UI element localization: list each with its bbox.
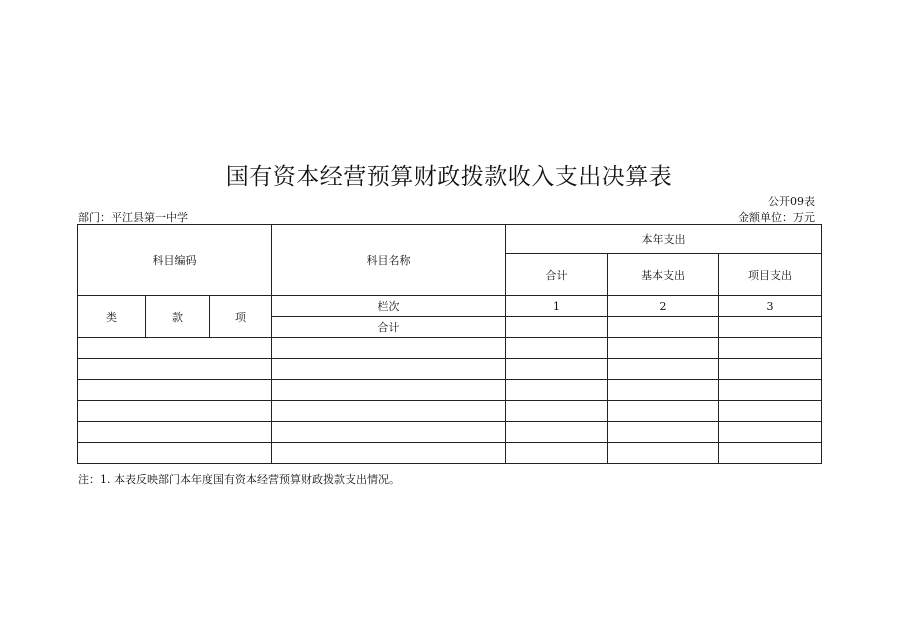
empty-cell <box>719 338 822 359</box>
empty-cell <box>78 359 272 380</box>
empty-cell <box>608 401 719 422</box>
table-row <box>78 401 822 422</box>
header-current-year-expense: 本年支出 <box>506 225 822 254</box>
empty-cell <box>78 443 272 464</box>
sum-basic-cell <box>608 317 719 338</box>
col-num-1: 1 <box>506 296 608 317</box>
sum-project-cell <box>719 317 822 338</box>
empty-cell <box>78 380 272 401</box>
empty-cell <box>272 401 506 422</box>
table-row <box>78 359 822 380</box>
empty-cell <box>272 338 506 359</box>
empty-cell <box>78 401 272 422</box>
sum-total-cell <box>506 317 608 338</box>
header-subject-code: 科目编码 <box>78 225 272 296</box>
empty-cell <box>78 422 272 443</box>
empty-cell <box>719 401 822 422</box>
header-class: 类 <box>78 296 146 338</box>
col-num-2: 2 <box>608 296 719 317</box>
empty-cell <box>506 401 608 422</box>
empty-cell <box>608 422 719 443</box>
footnote: 注：1. 本表反映部门本年度国有资本经营预算财政拨款支出情况。 <box>78 473 400 486</box>
sum-label: 合计 <box>272 317 506 338</box>
empty-cell <box>78 338 272 359</box>
empty-cell <box>506 338 608 359</box>
empty-cell <box>506 443 608 464</box>
empty-cell <box>506 380 608 401</box>
header-basic-expense: 基本支出 <box>608 254 719 296</box>
empty-cell <box>719 380 822 401</box>
table-row <box>78 338 822 359</box>
header-subject-name: 科目名称 <box>272 225 506 296</box>
header-total: 合计 <box>506 254 608 296</box>
empty-cell <box>272 443 506 464</box>
empty-cell <box>608 380 719 401</box>
department-label: 部门：平江县第一中学 <box>78 211 188 224</box>
header-item: 项 <box>210 296 272 338</box>
empty-cell <box>272 422 506 443</box>
empty-cell <box>272 359 506 380</box>
col-num-3: 3 <box>719 296 822 317</box>
header-section: 款 <box>146 296 210 338</box>
empty-cell <box>608 338 719 359</box>
header-project-expense: 项目支出 <box>719 254 822 296</box>
empty-cell <box>608 359 719 380</box>
table-row <box>78 443 822 464</box>
unit-label: 金额单位：万元 <box>738 211 815 224</box>
empty-cell <box>719 443 822 464</box>
empty-cell <box>272 380 506 401</box>
empty-cell <box>719 422 822 443</box>
table-row <box>78 380 822 401</box>
empty-cell <box>608 443 719 464</box>
table-row <box>78 422 822 443</box>
empty-cell <box>506 422 608 443</box>
empty-cell <box>506 359 608 380</box>
empty-cell <box>719 359 822 380</box>
page-title: 国有资本经营预算财政拨款收入支出决算表 <box>225 164 673 190</box>
budget-table <box>77 224 822 464</box>
form-number: 公开09表 <box>768 195 815 208</box>
column-label: 栏次 <box>272 296 506 317</box>
